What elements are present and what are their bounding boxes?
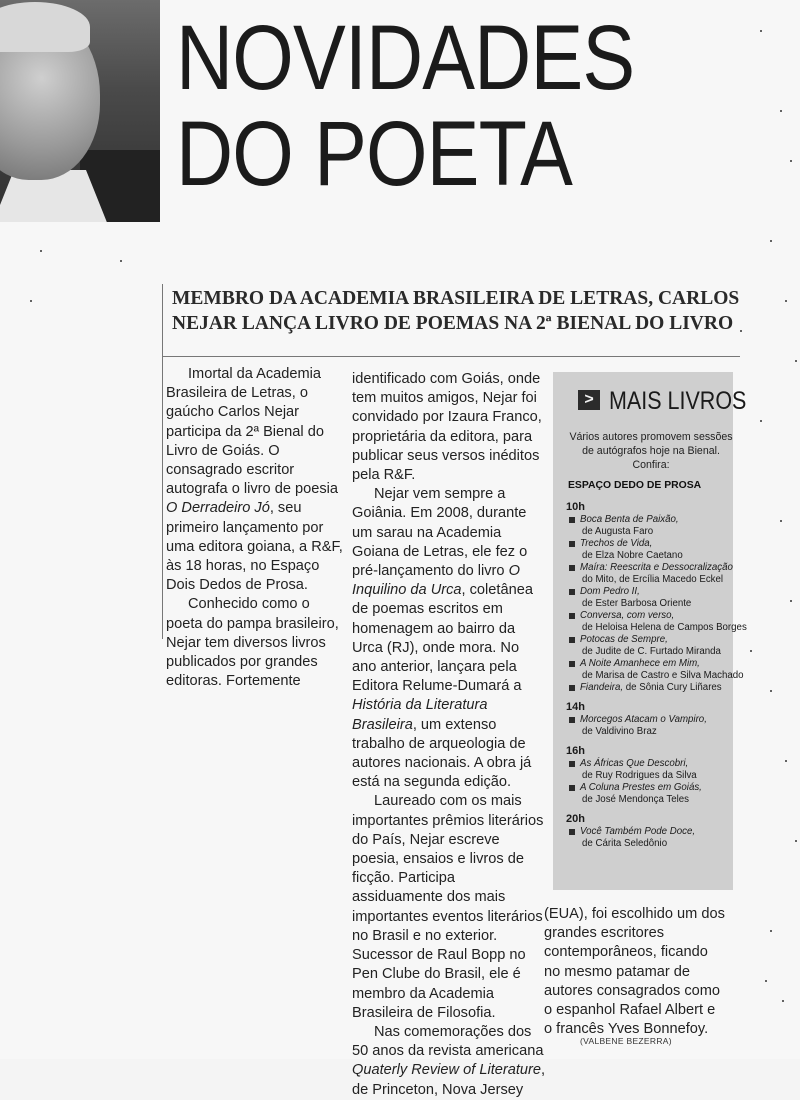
schedule-book-author: de Elza Nobre Caetano (582, 550, 683, 561)
article-column-3 (544, 905, 726, 1039)
schedule-book-author: de Cárita Seledônio (582, 838, 668, 849)
deck (172, 286, 742, 336)
photo-hair (0, 2, 90, 52)
article-paragraph-2: Conhecido como o poeta do pampa brasileiro, Nejar tem diversos livros publicados por grandes editoras. Fortemente (166, 596, 339, 690)
schedule-item (566, 714, 732, 738)
scan-speck (40, 250, 42, 252)
schedule-item (566, 562, 732, 586)
square-bullet-icon (569, 761, 575, 767)
square-bullet-icon (569, 637, 575, 643)
schedule-time: 10h (566, 501, 585, 513)
schedule-book-title: Maíra: Reescrita e Dessocralização (580, 562, 733, 573)
scan-speck (740, 330, 742, 332)
scan-speck (765, 980, 767, 982)
scan-speck (782, 1000, 784, 1002)
article-paragraph-7: (EUA), foi escolhido um dos grandes escritores contemporâneos, ficando no mesmo patamar de autores consagrados como o espanhol Rafael Albert e o francês Yves Bonnefoy. (544, 906, 725, 1038)
schedule-book-title: Morcegos Atacam o Vampiro, (580, 714, 707, 725)
schedule-book-title: A Noite Amanhece em Mim, (580, 658, 700, 669)
scan-speck (795, 840, 797, 842)
schedule-time: 14h (566, 701, 585, 713)
book-title: História da Literatura Brasileira (352, 697, 488, 733)
schedule-book-title: Conversa, com verso, (580, 610, 675, 621)
article-paragraph-1: Imortal da Academia Brasileira de Letras, o gaúcho Carlos Nejar participa da 2ª Bienal do Livro de Goiás. O consagrado escritor autografa o livro de poesia O Derradeiro Jó, seu primeiro lançamento por uma editora goiana, a R&F, às 18 horas, no Espaço Dois Dedos de Prosa. (166, 366, 343, 594)
article-column-1 (166, 365, 350, 691)
schedule-book-title: Você Também Pode Doce, (580, 826, 696, 837)
article-column-2 (352, 370, 546, 1100)
sidebar-intro: Vários autores promovem sessões de autógrafos hoje na Bienal. Confira: (569, 431, 733, 471)
schedule-item (566, 682, 732, 694)
schedule-book-title: Boca Benta de Paixão, (580, 514, 679, 525)
photo-credit: (VALBENE BEZERRA) (580, 1036, 672, 1046)
book-title: O Derradeiro Jó (166, 500, 270, 517)
scan-speck (780, 520, 782, 522)
column-rule-left (162, 284, 163, 639)
schedule-item (566, 514, 732, 538)
schedule-book-author: de Augusta Faro (582, 526, 654, 537)
headline-line-2: DO POETA (176, 103, 573, 205)
scan-speck (770, 930, 772, 932)
scan-speck (770, 240, 772, 242)
scan-speck (785, 760, 787, 762)
schedule-book-title: Dom Pedro II, (580, 586, 640, 597)
square-bullet-icon (569, 685, 575, 691)
deck-rule-bottom (162, 356, 740, 357)
book-title: O Inquilino da Urca (352, 563, 520, 599)
article-paragraph-5: Laureado com os mais importantes prêmios literários do País, Nejar escreve poesia, ensaios e livros de ficção. Participa assiduamente dos mais importantes eventos literários no Brasil e no exterior. Sucessor de Raul Bopp no Pen Clube do Brasil, ele é membro da Academia Brasileira de Filosofia. (352, 793, 544, 1021)
schedule-book-author: do Mito, de Ercília Macedo Eckel (582, 574, 724, 585)
schedule-list (566, 500, 747, 856)
scan-speck (760, 30, 762, 32)
schedule-item (566, 538, 732, 562)
schedule-book-title: Trechos de Vida, (580, 538, 653, 549)
square-bullet-icon (569, 613, 575, 619)
scan-speck (30, 300, 32, 302)
sidebar-title (578, 386, 747, 418)
schedule-time: 20h (566, 813, 585, 825)
sidebar-section-title: ESPAÇO DEDO DE PROSA (568, 480, 702, 491)
deck-line-1: MEMBRO DA ACADEMIA BRASILEIRA DE LETRAS, CARLOS (172, 288, 740, 309)
author-photo (0, 0, 160, 222)
schedule-time: 16h (566, 745, 585, 757)
deck-line-2: NEJAR LANÇA LIVRO DE POEMAS NA 2ª BIENAL DO LIVRO (172, 313, 734, 334)
schedule-item (566, 758, 732, 782)
article-paragraph-4: Nejar vem sempre a Goiânia. Em 2008, durante um sarau na Academia Goiana de Letras, ele fez o pré-lançamento do livro O Inquilino da Urca, coletânea de poemas escritos em homenagem ao bairro da Urca (RJ), onde mora. No ano anterior, lançara pela Editora Relume-Dumará a História da Literatura Brasileira, um extenso trabalho de arqueologia de autores nacionais. A obra já está na segunda edição. (352, 486, 533, 791)
square-bullet-icon (569, 717, 575, 723)
square-bullet-icon (569, 829, 575, 835)
schedule-item (566, 610, 747, 634)
schedule-item (566, 658, 744, 682)
schedule-group (566, 812, 732, 850)
square-bullet-icon (569, 565, 575, 571)
scan-speck (785, 300, 787, 302)
schedule-book-title: A Coluna Prestes em Goiás, (580, 782, 702, 793)
schedule-book-author: de Judite de C. Furtado Miranda (582, 646, 721, 657)
schedule-item (566, 586, 732, 610)
schedule-book-author: de Valdivino Braz (582, 726, 657, 737)
square-bullet-icon (569, 589, 575, 595)
schedule-book-author: de Marisa de Castro e Silva Machado (582, 670, 744, 681)
scan-speck (790, 160, 792, 162)
square-bullet-icon (569, 541, 575, 547)
schedule-book-author: de José Mendonça Teles (582, 794, 689, 805)
schedule-book-title: Potocas de Sempre, (580, 634, 668, 645)
scan-speck (790, 600, 792, 602)
scan-speck (780, 110, 782, 112)
sidebar-title-text: MAIS LIVROS (609, 387, 747, 415)
schedule-book-author: de Sônia Cury Liñares (625, 682, 722, 693)
scan-speck (760, 420, 762, 422)
square-bullet-icon (569, 661, 575, 667)
schedule-book-author: de Ester Barbosa Oriente (582, 598, 692, 609)
arrow-icon: > (578, 390, 600, 410)
schedule-book-title: As Áfricas Que Descobri, (580, 758, 689, 769)
schedule-group (566, 500, 747, 694)
square-bullet-icon (569, 517, 575, 523)
schedule-group (566, 744, 732, 806)
schedule-item (566, 782, 732, 806)
schedule-group (566, 700, 732, 738)
headline (176, 7, 658, 205)
magazine-title: Quaterly Review of Literature (352, 1062, 541, 1079)
scan-speck (120, 260, 122, 262)
schedule-book-author: de Heloisa Helena de Campos Borges (582, 622, 747, 633)
schedule-book-author: de Ruy Rodrigues da Silva (582, 770, 697, 781)
schedule-item (566, 826, 732, 850)
scan-speck (795, 360, 797, 362)
scan-speck (750, 650, 752, 652)
schedule-book-title: Fiandeira, (580, 682, 624, 693)
article-paragraph-6: Nas comemorações dos 50 anos da revista americana Quaterly Review of Literature, de Princeton, Nova Jersey (352, 1023, 546, 1098)
schedule-item (566, 634, 732, 658)
square-bullet-icon (569, 785, 575, 791)
scan-speck (770, 690, 772, 692)
article-paragraph-3: identificado com Goiás, onde tem muitos amigos, Nejar foi convidado por Izaura Franco, proprietária da editora, para publicar seus versos inéditos pela R&F. (352, 371, 542, 484)
headline-line-1: NOVIDADES (176, 7, 635, 109)
